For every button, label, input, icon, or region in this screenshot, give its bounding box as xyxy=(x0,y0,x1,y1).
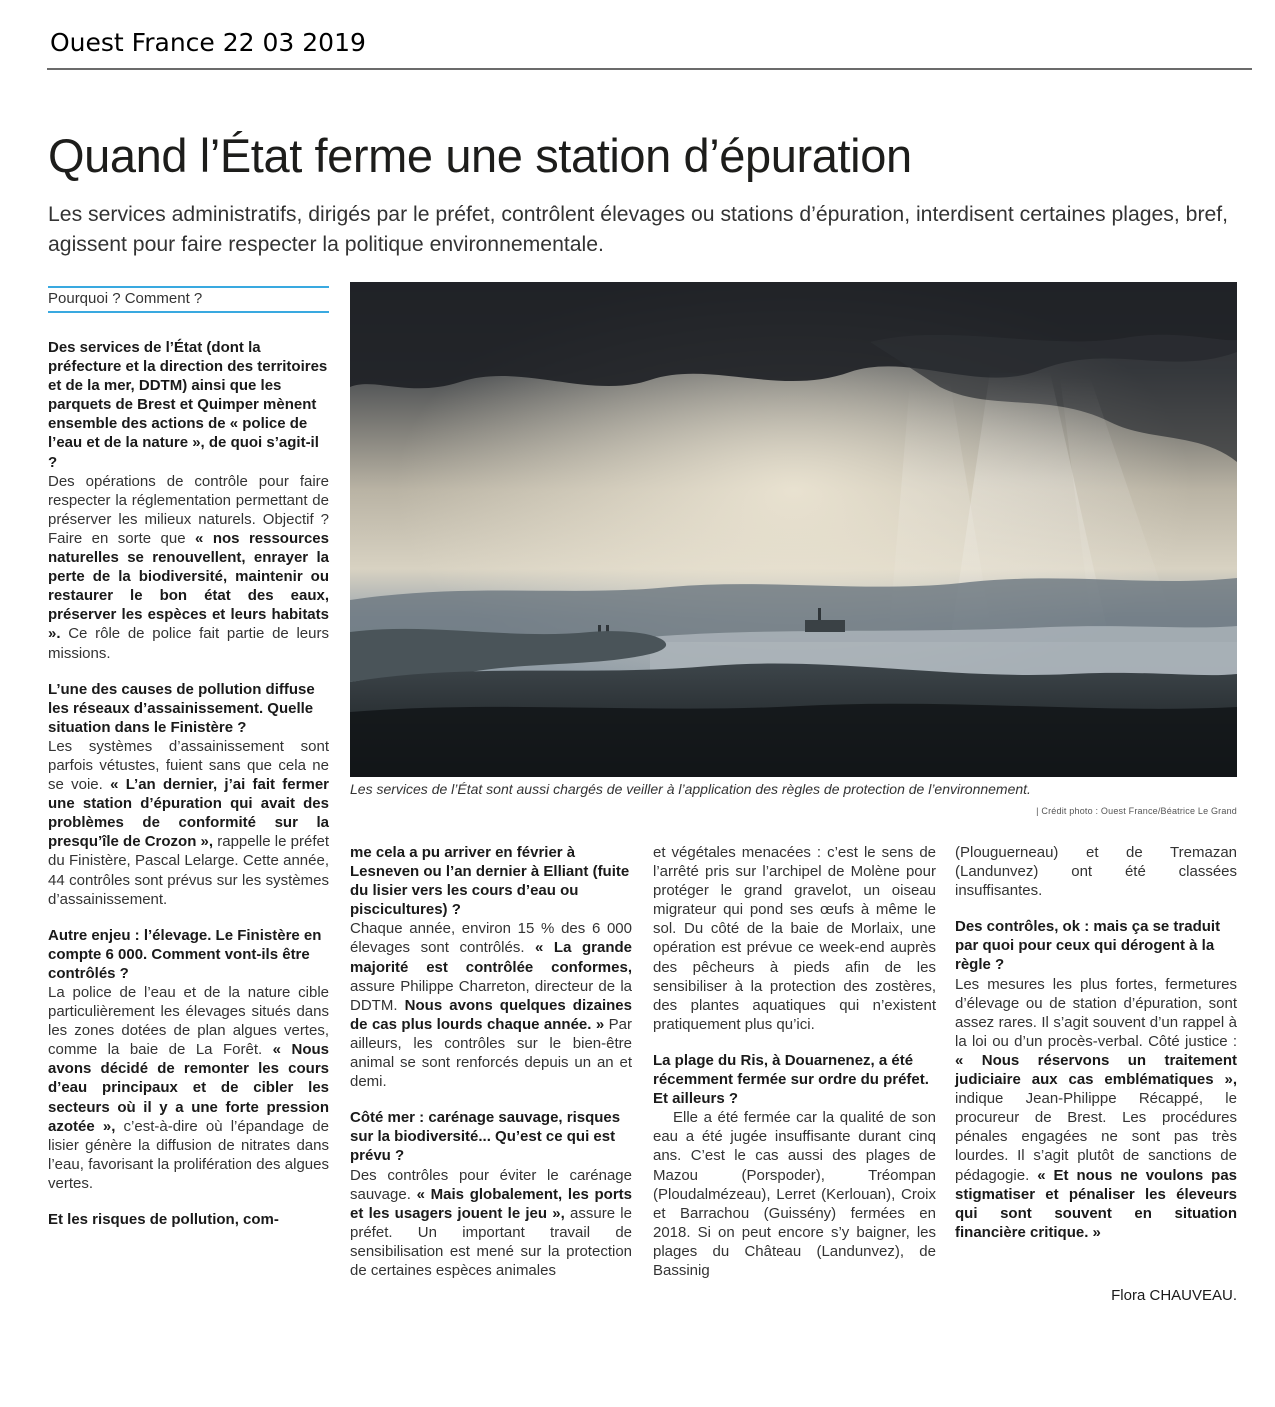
answer-6-continued: (Plouguerneau) et de Tremazan (Landunvez) ont été classées insuffisantes. xyxy=(955,844,1237,900)
answer-5: Des contrôles pour éviter le carénage sauvage. « Mais globalement, les ports et les usagers jouent le jeu », assure le préfet. Un important travail de sensibilisation est mené sur la protection de certaines espèces animales xyxy=(350,1166,632,1279)
photo-credit: | Crédit photo : Ouest France/Béatrice Le Grand xyxy=(1036,806,1237,816)
answer-6: Elle a été fermée car la qualité de son eau a été jugée insuffisante durant cinq ans. C’est le cas aussi des plages de Mazou (Porspoder), Tréompan (Ploudalmézeau), Lerret (Kerlouan), Croix et Barrachou (Guissény) fermées en 2018. Si on peut encore s’y baigner, les plages du Château (Landunvez), de Bassinig xyxy=(653,1109,936,1279)
article-column-4 xyxy=(955,843,1237,1242)
question-2: L’une des causes de pollution diffuse les réseaux d’assainissement. Quelle situation dans le Finistère ? xyxy=(48,680,315,736)
question-4-start: Et les risques de pollution, com- xyxy=(48,1211,279,1229)
answer-1: Des opérations de contrôle pour faire respecter la réglementation permettant de préserver les milieux naturels. Objectif ? Faire en sorte que « nos ressources naturelles se renouvellent, enrayer la perte de la biodiversité, maintenir ou restaurer le bon état des eaux, préserver les espèces et leurs habitats ». Ce rôle de police fait partie de leurs missions. xyxy=(48,472,329,662)
answer-3: La police de l’eau et de la nature cible particulièrement les élevages situés dans les zones dotées de plan algues vertes, comme la baie de La Forêt. « Nous avons décidé de remonter les cours d’eau principaux et de cibler les secteurs où il y a une forte pression azotée », c’est-à-dire où l’épandage de lisier génère la diffusion de nitrates dans l’eau, favorisant la prolifération des algues vertes. xyxy=(48,984,329,1192)
question-3: Autre enjeu : l’élevage. Le Finistère en compte 6 000. Comment vont-ils être contrôlés ? xyxy=(48,926,322,982)
photo-caption: Les services de l’État sont aussi chargés de veiller à l’application des règles de protection de l’environnement. xyxy=(350,781,1031,797)
answer-7: Les mesures les plus fortes, fermetures d’élevage ou de station d’épuration, sont assez rares. Il s’agit souvent d’un rappel à la loi ou d’un procès-verbal. Côté justice : « Nous réservons un traitement judiciaire aux cas emblématiques », indique Jean-Philippe Récappé, le procureur de Brest. Les procédures pénales engagées ne sont pas très lourdes. Il s’agit plutôt de sanctions de pédagogie. « Et nous ne voulons pas stigmatiser et pénaliser les éleveurs qui sont souvent en situation financière critique. » xyxy=(955,975,1237,1241)
rubric-label: Pourquoi ? Comment ? xyxy=(48,286,329,313)
question-4-end: me cela a pu arriver en février à Lesneven ou l’an dernier à Elliant (fuite du lisier vers les cours d’eau ou piscicultures) ? xyxy=(350,844,630,919)
article-column-2 xyxy=(350,843,632,1280)
landscape-photo xyxy=(350,282,1237,777)
source-line: Ouest France 22 03 2019 xyxy=(50,28,366,57)
question-5: Côté mer : carénage sauvage, risques sur la biodiversité... Qu’est ce qui est prévu ? xyxy=(350,1109,621,1165)
question-7: Des contrôles, ok : mais ça se traduit par quoi pour ceux qui dérogent à la règle ? xyxy=(955,918,1221,974)
headline: Quand l’État ferme une station d’épuration xyxy=(48,129,912,182)
standfirst: Les services administratifs, dirigés par le préfet, contrôlent élevages ou stations d’épuration, interdisent certaines plages, bref, agissent pour faire respecter la politique environnementale. xyxy=(48,203,1229,256)
answer-2: Les systèmes d’assainissement sont parfois vétustes, fuient sans que cela ne se voie. « L’an dernier, j’ai fait fermer une station d’épuration qui avait des problèmes de conformité sur la presqu’île de Crozon », rappelle le préfet du Finistère, Pascal Lelarge. Cette année, 44 contrôles sont prévus sur les systèmes d’assainissement. xyxy=(48,737,329,908)
answer-4: Chaque année, environ 15 % des 6 000 élevages sont contrôlés. « La grande majorité est contrôlée conformes, assure Philippe Charreton, directeur de la DDTM. Nous avons quelques dizaines de cas plus lourds chaque année. » Par ailleurs, les contrôles sur le bien-être animal se sont renforcés depuis un an et demi. xyxy=(350,920,632,1091)
article-column-1 xyxy=(48,338,329,1229)
article-column-3 xyxy=(653,843,936,1280)
answer-5-continued: et végétales menacées : c’est le sens de l’arrêté pris sur l’archipel de Molène pour protéger le grand gravelot, un oiseau migrateur qui pond ses œufs à même le sol. Du côté de la baie de Morlaix, une opération est prévue ce week-end auprès des pêcheurs à pieds afin de les sensibiliser à la protection des zostères, des plantes aquatiques qui n’existent pratiquement plus qu’ici. xyxy=(653,844,936,1033)
landscape-photo-image xyxy=(350,282,1237,777)
question-6: La plage du Ris, à Douarnenez, a été récemment fermée sur ordre du préfet. Et ailleurs ? xyxy=(653,1051,929,1108)
question-1: Des services de l’État (dont la préfecture et la direction des territoires et de la mer, DDTM) ainsi que les parquets de Brest et Quimper mènent ensemble des actions de « police de l’eau et de la nature », de quoi s’agit-il ? xyxy=(48,339,328,471)
header-rule xyxy=(47,68,1252,70)
author-signature: Flora CHAUVEAU. xyxy=(1111,1287,1237,1304)
